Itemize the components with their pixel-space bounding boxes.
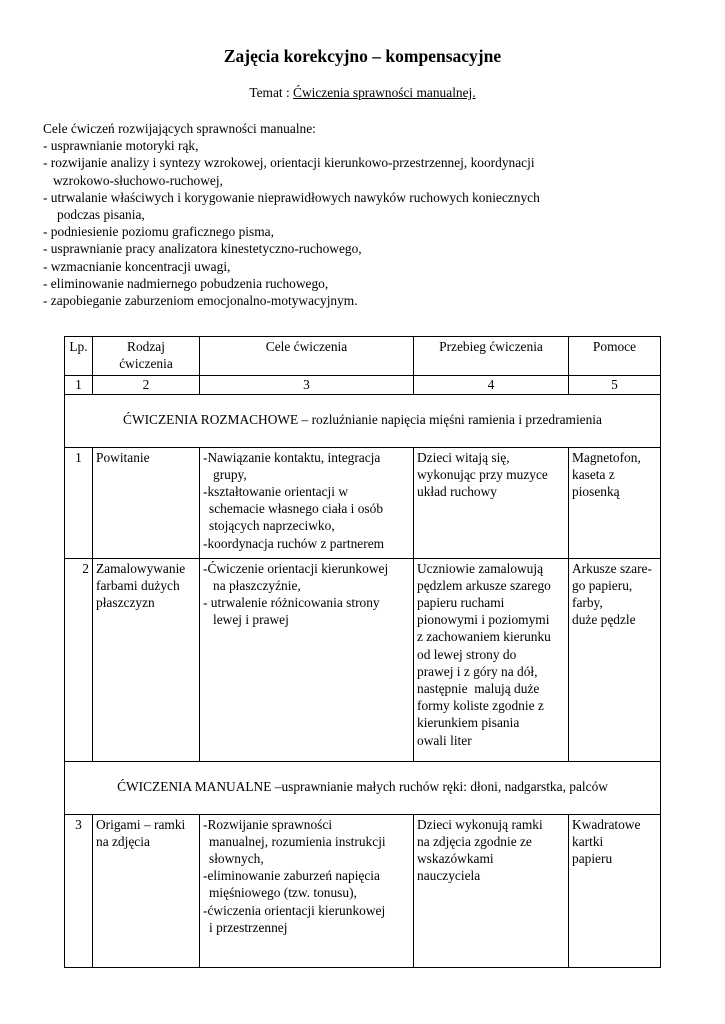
row-type (93, 814, 200, 967)
cell-line: papieru ruchami (417, 595, 505, 611)
cell-line: -eliminowanie zaburzeń napięcia (203, 868, 380, 884)
row-goals (200, 447, 414, 558)
section-title: ĆWICZENIA MANUALNE –usprawnianie małych ruchów ręki: dłoni, nadgarstka, palców (65, 761, 661, 814)
goal-item-continuation: wzrokowo-słuchowo-ruchowej, (53, 172, 223, 188)
cell-line: piosenką (572, 484, 620, 500)
topic-subject: Ćwiczenia sprawności manualnej. (293, 85, 476, 100)
cell-line: kartki (572, 833, 604, 849)
cell-line: następnie malują duże (417, 681, 540, 697)
goal-item: - eliminowanie nadmiernego pobudzenia ruchowego, (43, 275, 329, 291)
cell-line: Dzieci witają się, (417, 449, 510, 465)
row-aids (569, 447, 661, 558)
cell-line: na zdjęcia zgodnie ze (417, 833, 532, 849)
section-row (65, 394, 661, 447)
topic-prefix: Temat : (249, 85, 294, 100)
cell-line: płaszczyzn (96, 595, 155, 611)
cell-line: Powitanie (96, 449, 150, 465)
page-title: Zajęcia korekcyjno – kompensacyjne (223, 46, 502, 66)
cell-line: prawej i z góry na dół, (417, 663, 538, 679)
cell-line: mięśniowego (tzw. tonusu), (209, 885, 357, 901)
cell-line: kierunkiem pisania (417, 715, 520, 731)
cell-line: formy koliste zgodnie z (417, 698, 544, 714)
exercise-table (64, 336, 661, 968)
cell-line: od lewej strony do (417, 646, 517, 662)
goal-item: - usprawnianie motoryki rąk, (43, 138, 199, 154)
column-number: 5 (569, 376, 661, 394)
cell-line: pionowymi i poziomymi (417, 612, 550, 628)
cell-line: Uczniowie zamalowują (417, 560, 544, 576)
cell-line: wskazówkami (417, 851, 494, 867)
cell-line: Origami – ramki (96, 816, 186, 832)
section-row (65, 761, 661, 814)
cell-line: na płaszczyźnie, (213, 577, 301, 593)
header-type (93, 337, 200, 376)
goals-list (43, 120, 683, 309)
topic-line (0, 85, 725, 101)
cell-line: -Nawiązanie kontaktu, integracja (203, 449, 381, 465)
cell-line: układ ruchowy (417, 484, 497, 500)
cell-line: pędzlem arkusze szarego (417, 577, 551, 593)
column-number: 4 (414, 376, 569, 394)
header-goals: Cele ćwiczenia (200, 337, 414, 376)
cell-line: schemacie własnego ciała i osób (209, 501, 384, 517)
goal-item: - rozwijanie analizy i syntezy wzrokowej, orientacji kierunkowo-przestrzennej, koordynacji (43, 155, 535, 171)
row-course (414, 447, 569, 558)
cell-line: go papieru, (572, 577, 633, 593)
cell-line: słownych, (209, 851, 264, 867)
cell-line: manualnej, rozumienia instrukcji (209, 833, 386, 849)
goal-item: - utrwalanie właściwych i korygowanie nieprawidłowych nawyków ruchowych koniecznych (43, 189, 540, 205)
table-row (65, 558, 661, 761)
cell-line: -koordynacja ruchów z partnerem (203, 535, 385, 551)
cell-line: -ćwiczenia orientacji kierunkowej (203, 902, 386, 918)
row-aids (569, 814, 661, 967)
table-header-row (65, 337, 661, 376)
row-course (414, 814, 569, 967)
cell-line: grupy, (213, 466, 247, 482)
column-number: 3 (200, 376, 414, 394)
cell-line: Arkusze szare- (572, 560, 652, 576)
section-title: ĆWICZENIA ROZMACHOWE – rozluźnianie napięcia mięśni ramienia i przedramienia (65, 394, 661, 447)
goal-item-continuation: podczas pisania, (57, 207, 145, 223)
row-lp: 3 (65, 814, 93, 967)
cell-line: lewej i prawej (213, 612, 289, 628)
cell-line: papieru (572, 851, 613, 867)
row-goals (200, 558, 414, 761)
row-course (414, 558, 569, 761)
cell-line: Dzieci wykonują ramki (417, 816, 543, 832)
cell-line: wykonując przy muzyce (417, 466, 548, 482)
goals-intro: Cele ćwiczeń rozwijających sprawności manualne: (43, 121, 316, 136)
row-lp: 2 (65, 558, 93, 761)
cell-line: farbami dużych (96, 577, 180, 593)
row-type (93, 447, 200, 558)
cell-line: -kształtowanie orientacji w (203, 484, 349, 500)
goal-item: - wzmacnianie koncentracji uwagi, (43, 258, 231, 274)
cell-line: nauczyciela (417, 868, 481, 884)
cell-line: Magnetofon, (572, 449, 641, 465)
goal-item: - usprawnianie pracy analizatora kinestetyczno-ruchowego, (43, 241, 362, 257)
row-lp: 1 (65, 447, 93, 558)
row-aids (569, 558, 661, 761)
cell-line: -Ćwiczenie orientacji kierunkowej (203, 560, 389, 576)
cell-line: stojących naprzeciwko, (209, 518, 335, 534)
cell-line: -Rozwijanie sprawności (203, 816, 333, 832)
cell-line: na zdjęcia (96, 833, 150, 849)
header-course: Przebieg ćwiczenia (414, 337, 569, 376)
row-goals (200, 814, 414, 967)
cell-line: Kwadratowe (572, 816, 641, 832)
cell-line: - utrwalenie różnicowania strony (203, 595, 380, 611)
cell-line: duże pędzle (572, 612, 636, 628)
cell-line: owali liter (417, 732, 472, 748)
cell-line: z zachowaniem kierunku (417, 629, 551, 645)
header-aids: Pomoce (569, 337, 661, 376)
goal-item: - zapobieganie zaburzeniom emocjonalno-motywacyjnym. (43, 293, 358, 309)
header-lp: Lp. (65, 337, 93, 376)
column-number: 1 (65, 376, 93, 394)
header-type-line: Rodzaj (127, 339, 165, 354)
cell-line: farby, (572, 595, 603, 611)
cell-line: i przestrzennej (209, 919, 288, 935)
header-type-line: ćwiczenia (119, 356, 173, 372)
table-number-row (65, 376, 661, 394)
table-row (65, 447, 661, 558)
row-type (93, 558, 200, 761)
cell-line: Zamalowywanie (96, 560, 186, 576)
cell-line: kaseta z (572, 466, 615, 482)
goal-item: - podniesienie poziomu graficznego pisma, (43, 224, 274, 240)
table-row (65, 814, 661, 967)
column-number: 2 (93, 376, 200, 394)
